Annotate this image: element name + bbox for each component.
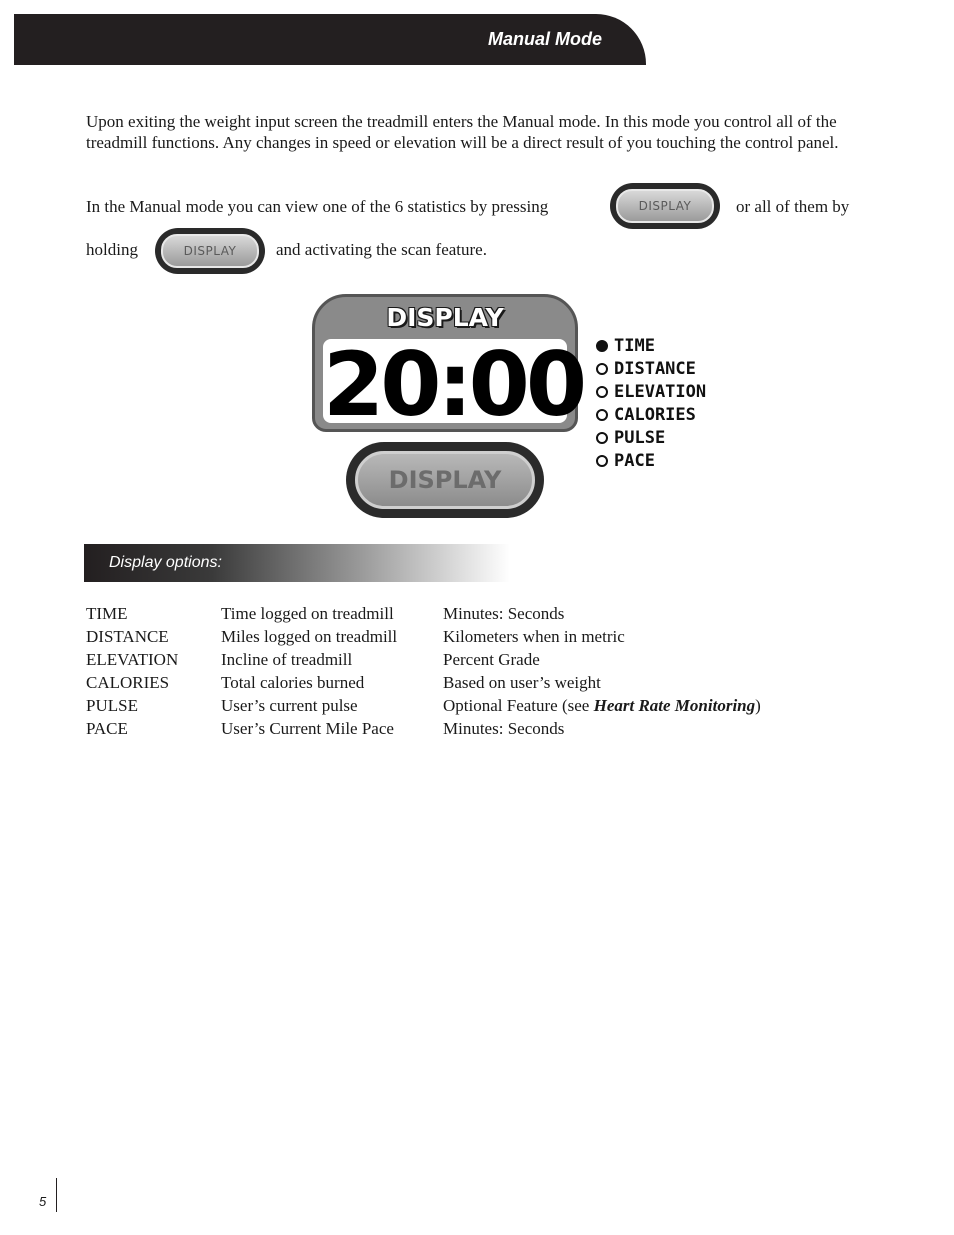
stat-label: TIME [614, 335, 655, 356]
table-row [86, 694, 761, 717]
display-button-label: DISPLAY [616, 189, 714, 223]
stat-label: CALORIES [614, 404, 696, 425]
stat-item-pulse [596, 426, 706, 449]
option-description: Miles logged on treadmill [221, 627, 398, 646]
page-number-divider [56, 1178, 57, 1212]
intro-paragraph: Upon exiting the weight input screen the treadmill enters the Manual mode. In this mode you control all of the treadmill functions. Any changes in speed or elevation will be a direct result of you touching the control panel. [86, 112, 839, 152]
option-unit: Percent Grade [443, 650, 540, 669]
stat-label: PULSE [614, 427, 666, 448]
page-number: 5 [39, 1194, 47, 1209]
display-panel-label: DISPLAY [386, 303, 504, 332]
option-unit: Minutes: Seconds [443, 604, 565, 623]
table-row [86, 717, 761, 740]
intro-line-2-text: holding [86, 240, 138, 259]
table-row [86, 602, 761, 625]
display-console-figure [312, 294, 732, 520]
stat-item-elevation [596, 380, 706, 403]
display-button[interactable] [346, 442, 544, 518]
stat-item-pace [596, 449, 706, 472]
option-name: PULSE [86, 696, 138, 715]
display-button-inline-2[interactable] [155, 228, 265, 274]
readout-value: 20:00 [323, 333, 584, 436]
option-unit [443, 694, 761, 717]
option-name: ELEVATION [86, 650, 179, 669]
option-name: CALORIES [86, 673, 170, 692]
option-name: DISTANCE [86, 627, 169, 646]
stat-item-time [596, 334, 706, 357]
section-header [84, 544, 510, 582]
table-row [86, 648, 761, 671]
display-readout [323, 333, 584, 436]
statistics-indicator-list [596, 334, 706, 472]
display-button-label: DISPLAY [161, 234, 259, 268]
indicator-led-off-icon [596, 432, 608, 444]
option-description: User’s current pulse [221, 696, 358, 715]
indicator-led-off-icon [596, 363, 608, 375]
option-unit-suffix: ) [755, 696, 761, 715]
intro-line-1-text: In the Manual mode you can view one of the 6 statistics by pressing [86, 197, 549, 216]
intro-line-2-end: and activating the scan feature. [276, 240, 487, 259]
indicator-led-off-icon [596, 455, 608, 467]
page-title: Manual Mode [487, 29, 602, 49]
option-unit-prefix: Optional Feature (see [443, 696, 594, 715]
indicator-led-on-icon [596, 340, 608, 352]
header-bar [14, 14, 646, 65]
section-title: Display options: [109, 554, 222, 571]
stat-label: PACE [614, 450, 655, 471]
option-description: Time logged on treadmill [221, 604, 394, 623]
stat-item-calories [596, 403, 706, 426]
option-description: Incline of treadmill [221, 650, 353, 669]
stat-label: DISTANCE [614, 358, 696, 379]
option-unit: Kilometers when in metric [443, 627, 625, 646]
option-unit: Based on user’s weight [443, 673, 601, 692]
option-description: Total calories burned [221, 673, 365, 692]
display-button-inline-1[interactable] [610, 183, 720, 229]
intro-line-1-end: or all of them by [736, 197, 850, 216]
table-row [86, 625, 761, 648]
heart-rate-monitoring-reference: Heart Rate Monitoring [593, 696, 756, 715]
stat-label: ELEVATION [614, 381, 707, 402]
display-options-table [86, 602, 761, 740]
display-button-label: DISPLAY [355, 451, 535, 509]
indicator-led-off-icon [596, 409, 608, 421]
option-description: User’s Current Mile Pace [221, 719, 394, 738]
option-name: PACE [86, 719, 128, 738]
indicator-led-off-icon [596, 386, 608, 398]
option-unit: Minutes: Seconds [443, 719, 565, 738]
option-name: TIME [86, 604, 128, 623]
table-row [86, 671, 761, 694]
stat-item-distance [596, 357, 706, 380]
display-panel [312, 294, 584, 436]
